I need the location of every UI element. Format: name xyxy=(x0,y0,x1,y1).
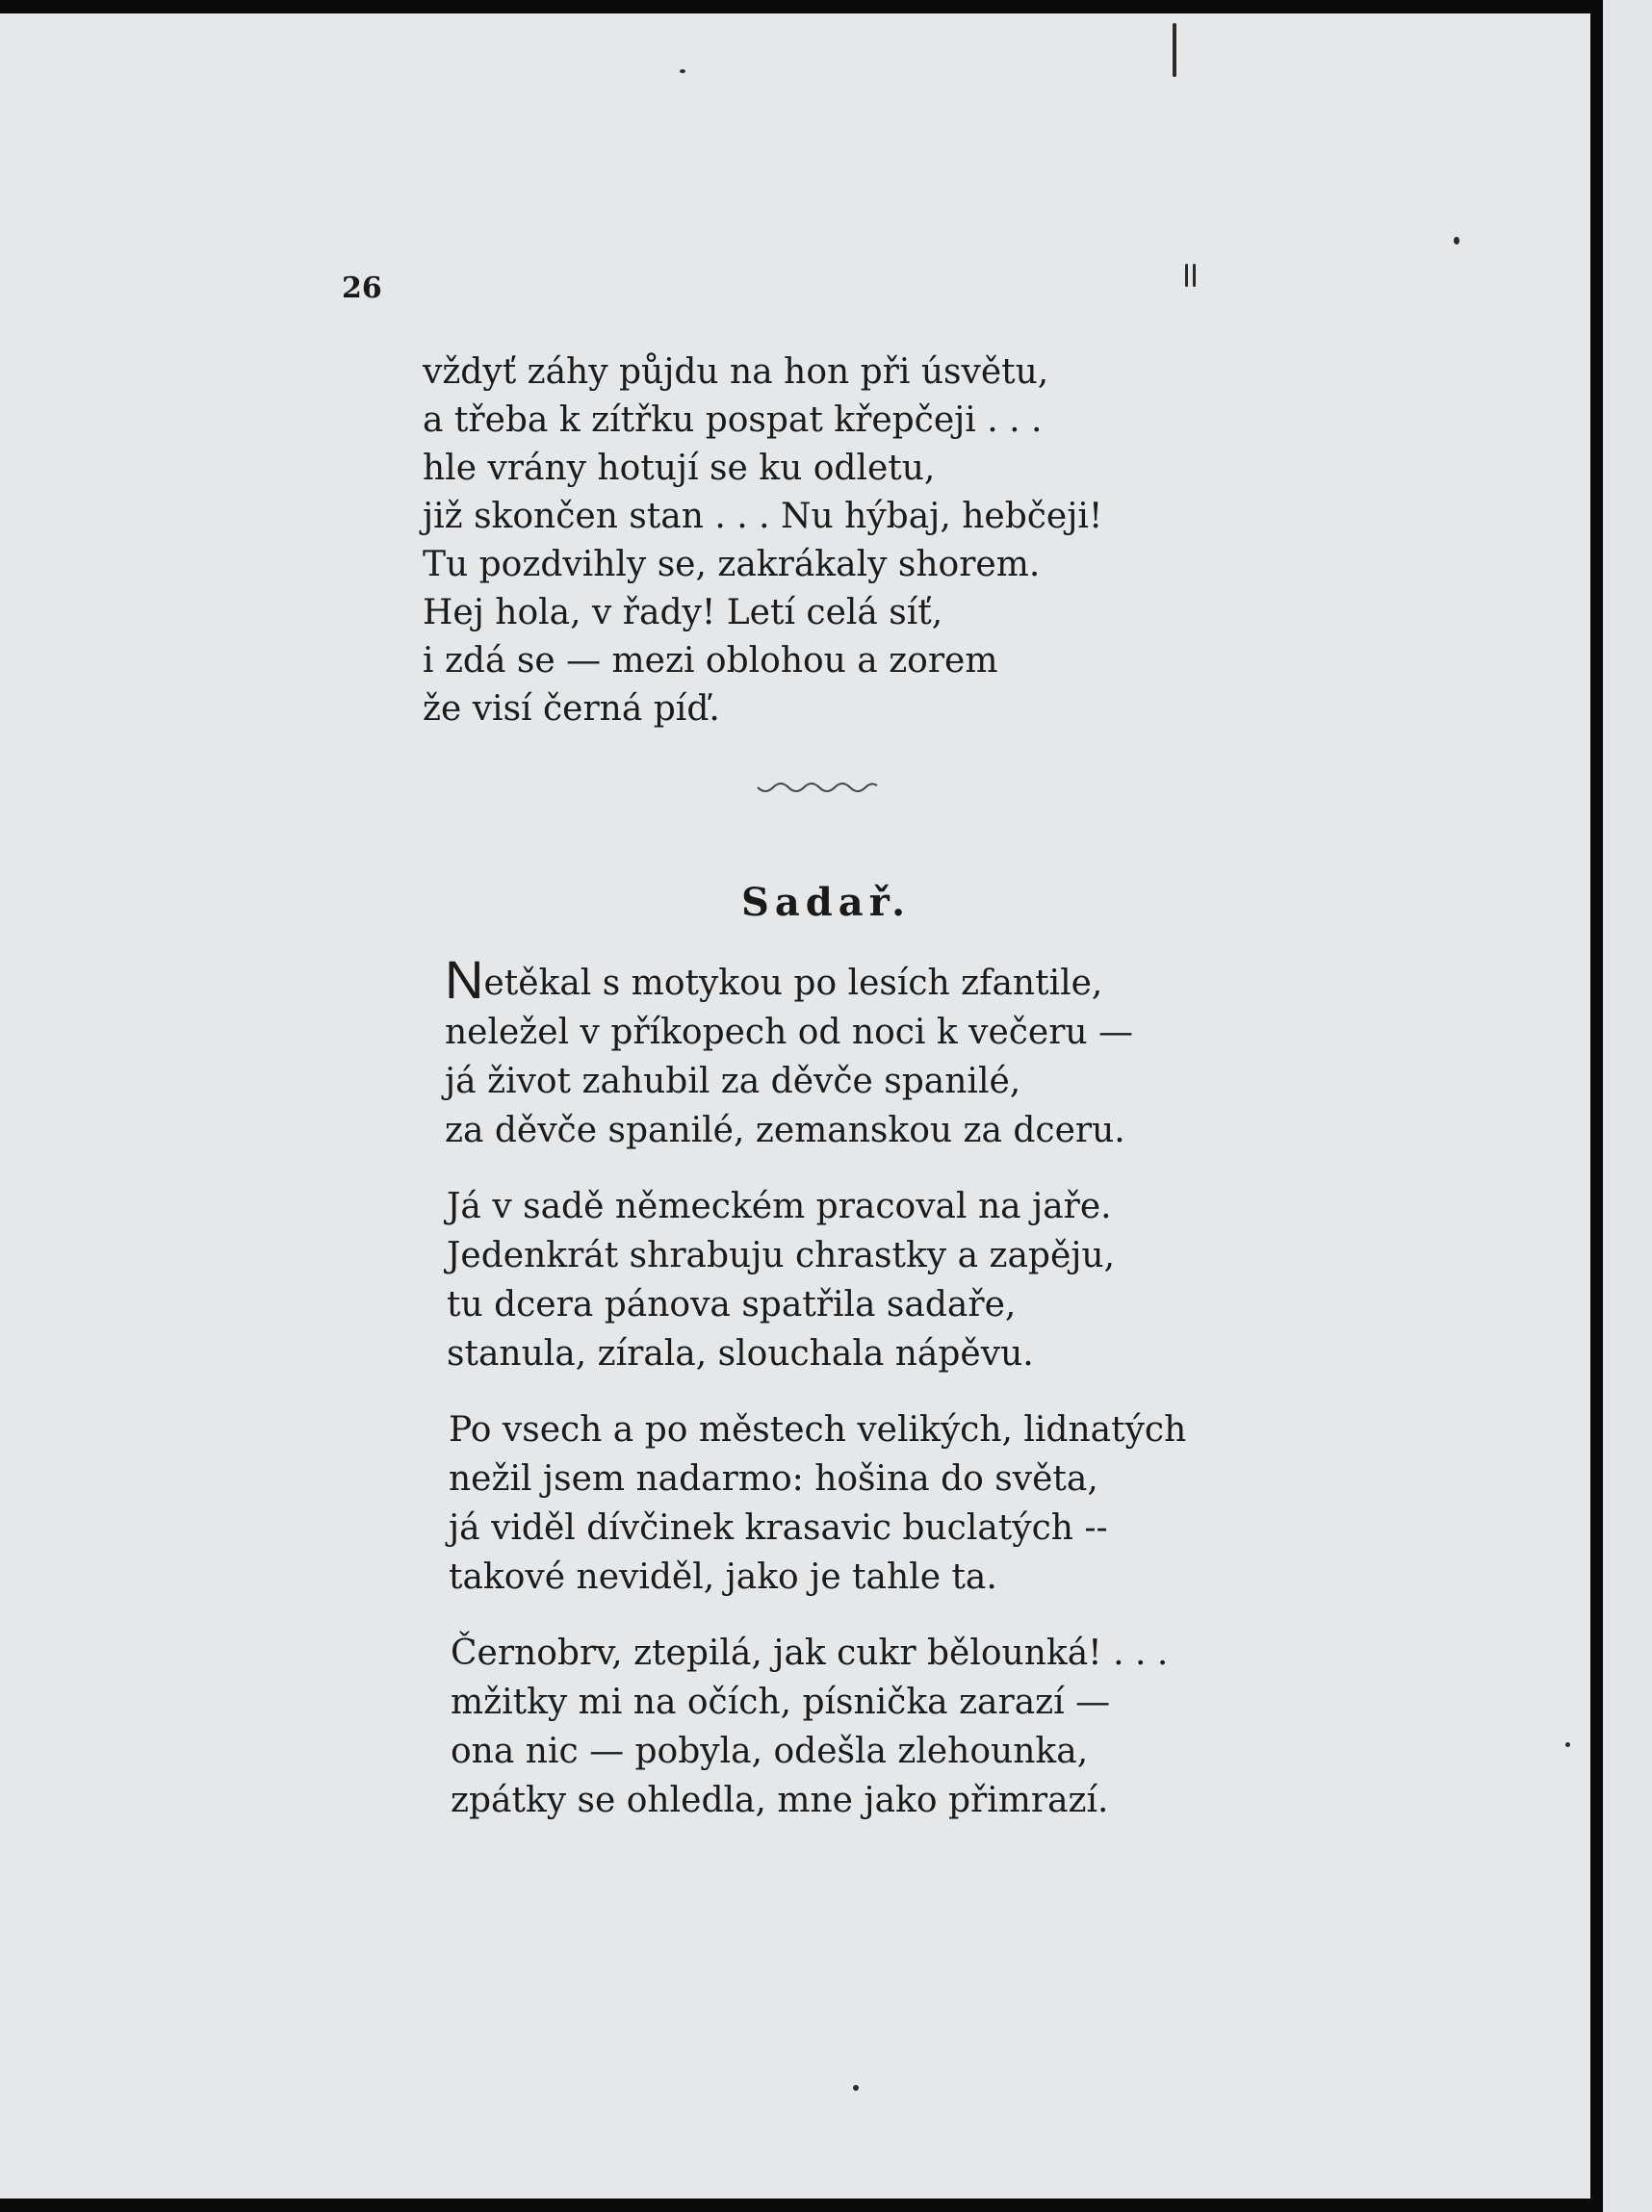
poem-line: hle vrány hotují se ku odletu, xyxy=(423,449,936,488)
poem-line: vždyť záhy půjdu na hon při úsvětu, xyxy=(423,352,1049,392)
poem-stanza xyxy=(449,1405,1186,1602)
poem-line: takové neviděl, jako je tahle ta. xyxy=(449,1557,997,1597)
page-number: 26 xyxy=(342,271,382,305)
poem-stanza xyxy=(447,1182,1115,1378)
ink-speck xyxy=(1185,264,1188,287)
poem-line: Tu pozdvihly se, zakrákaly shorem. xyxy=(423,545,1041,584)
ink-speck xyxy=(1193,264,1196,287)
ink-speck xyxy=(1173,23,1176,77)
poem-stanza xyxy=(451,1629,1168,1825)
ink-speck xyxy=(1454,237,1459,244)
poem-line: Já v sadě německém pracoval na jaře. xyxy=(447,1187,1112,1226)
poem-line: já viděl dívčinek krasavic buclatých -- xyxy=(449,1508,1108,1548)
poem-line: stanula, zírala, slouchala nápěvu. xyxy=(447,1334,1034,1374)
poem-line-text: etěkal s motykou po lesích zfantile, xyxy=(483,964,1103,1003)
ink-speck xyxy=(853,2085,859,2091)
drop-cap-initial: N xyxy=(445,949,484,1010)
poem-stanza xyxy=(445,949,1134,1155)
ornament-divider xyxy=(756,776,881,797)
poem-line: Jedenkrát shrabuju chrastky a zapěju, xyxy=(447,1236,1116,1275)
poem-title: Sadař. xyxy=(741,880,912,925)
poem-line: Hej hola, v řady! Letí celá síť, xyxy=(423,593,943,632)
poem-line: ona nic — pobyla, odešla zlehounka, xyxy=(451,1732,1089,1771)
poem-line: Po vsech a po městech velikých, lidnatých xyxy=(449,1410,1187,1450)
poem-line: a třeba k zítřku pospat křepčeji . . . xyxy=(423,400,1043,440)
previous-poem-stanza xyxy=(423,348,1102,733)
book-page xyxy=(0,13,1590,2199)
ink-speck xyxy=(680,69,685,73)
poem-line: již skončen stan . . . Nu hýbaj, hebčeji! xyxy=(423,497,1103,536)
poem-line: zpátky se ohledla, mne jako přimrazí. xyxy=(451,1781,1109,1820)
poem-line: já život zahubil za děvče spanilé, xyxy=(445,1062,1021,1101)
poem-line: neležel v příkopech od noci k večeru — xyxy=(445,1013,1134,1052)
poem-line: mžitky mi na očích, písnička zarazí — xyxy=(451,1683,1111,1722)
ink-speck xyxy=(1565,1742,1570,1747)
poem-line: nežil jsem nadarmo: hošina do světa, xyxy=(449,1459,1098,1499)
poem-line: i zdá se — mezi oblohou a zorem xyxy=(423,641,998,681)
poem-line: za děvče spanilé, zemanskou za dceru. xyxy=(445,1111,1125,1150)
poem-line: tu dcera pánova spatřila sadaře, xyxy=(447,1285,1017,1325)
poem-line: Černobrv, ztepilá, jak cukr bělounká! . . . xyxy=(451,1633,1169,1673)
poem-line xyxy=(445,949,1133,1010)
adjacent-page-edge xyxy=(1603,0,1652,2212)
poem-line: že visí černá píď. xyxy=(423,689,720,729)
